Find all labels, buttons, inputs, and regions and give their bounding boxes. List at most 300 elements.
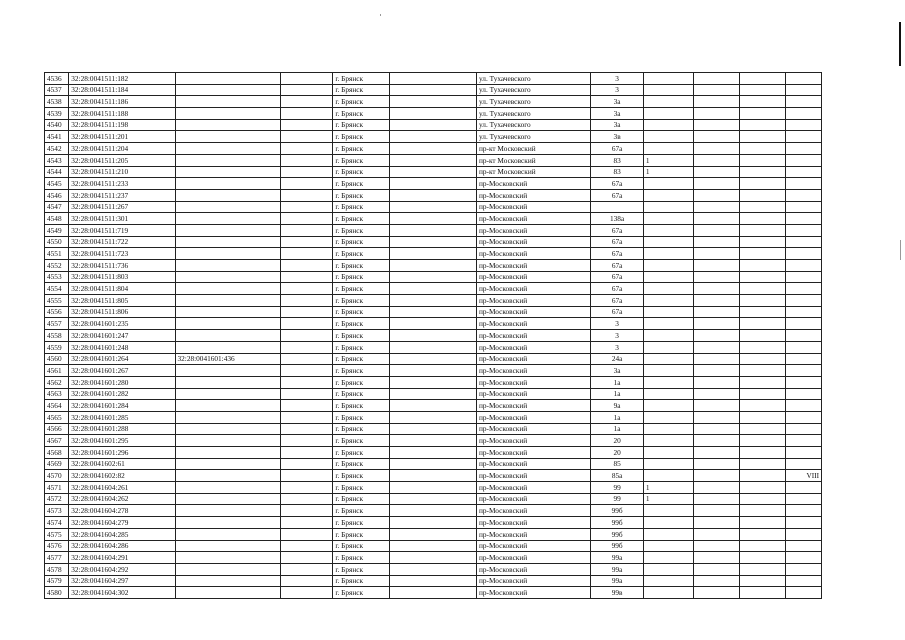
table-row	[45, 411, 822, 423]
related-cadastral-number	[175, 587, 280, 599]
street-cell: пр-Московский	[476, 295, 590, 307]
cadastral-number: 32:28:0041601:284	[69, 400, 175, 412]
row-number: 4562	[45, 376, 69, 388]
empty-cell	[694, 73, 740, 85]
building-mark-cell	[643, 458, 694, 470]
empty-cell	[389, 189, 476, 201]
related-cadastral-number	[175, 388, 280, 400]
building-mark-cell	[643, 189, 694, 201]
empty-cell	[389, 213, 476, 225]
empty-cell	[694, 458, 740, 470]
city-cell: г. Брянск	[333, 306, 390, 318]
house-number-cell: 9а	[591, 400, 644, 412]
house-number-cell: 67а	[591, 283, 644, 295]
empty-cell	[389, 458, 476, 470]
table-row	[45, 458, 822, 470]
empty-cell	[389, 295, 476, 307]
empty-cell	[740, 470, 786, 482]
city-cell: г. Брянск	[333, 400, 390, 412]
related-cadastral-number	[175, 213, 280, 225]
related-cadastral-number	[175, 341, 280, 353]
city-cell: г. Брянск	[333, 587, 390, 599]
empty-cell	[389, 119, 476, 131]
related-cadastral-number	[175, 166, 280, 178]
empty-cell	[280, 423, 333, 435]
building-mark-cell	[643, 131, 694, 143]
cadastral-number: 32:28:0041511:182	[69, 73, 175, 85]
table-row	[45, 552, 822, 564]
empty-cell	[389, 318, 476, 330]
empty-cell	[280, 447, 333, 459]
house-number-cell: 67а	[591, 189, 644, 201]
building-mark-cell	[643, 143, 694, 155]
empty-cell	[694, 248, 740, 260]
related-cadastral-number	[175, 318, 280, 330]
cadastral-number: 32:28:0041511:237	[69, 189, 175, 201]
cadastral-number: 32:28:0041511:233	[69, 178, 175, 190]
house-number-cell: 85	[591, 458, 644, 470]
premises-cell	[785, 563, 821, 575]
empty-cell	[280, 435, 333, 447]
empty-cell	[694, 552, 740, 564]
street-cell: пр-Московский	[476, 435, 590, 447]
row-number: 4558	[45, 330, 69, 342]
building-mark-cell	[643, 271, 694, 283]
cadastral-number: 32:28:0041511:188	[69, 108, 175, 120]
empty-cell	[740, 108, 786, 120]
empty-cell	[389, 283, 476, 295]
premises-cell	[785, 400, 821, 412]
related-cadastral-number	[175, 154, 280, 166]
cadastral-number: 32:28:0041601:235	[69, 318, 175, 330]
house-number-cell: 67а	[591, 224, 644, 236]
related-cadastral-number	[175, 365, 280, 377]
table-row	[45, 96, 822, 108]
cadastral-number: 32:28:0041511:723	[69, 248, 175, 260]
house-number-cell: 3	[591, 318, 644, 330]
street-cell: пр-кт Московский	[476, 154, 590, 166]
premises-cell	[785, 528, 821, 540]
empty-cell	[389, 552, 476, 564]
empty-cell	[280, 201, 333, 213]
row-number: 4555	[45, 295, 69, 307]
empty-cell	[740, 435, 786, 447]
empty-cell	[694, 178, 740, 190]
city-cell: г. Брянск	[333, 365, 390, 377]
empty-cell	[694, 119, 740, 131]
empty-cell	[740, 353, 786, 365]
cadastral-number: 32:28:0041604:297	[69, 575, 175, 587]
row-number: 4543	[45, 154, 69, 166]
empty-cell	[694, 166, 740, 178]
empty-cell	[740, 528, 786, 540]
empty-cell	[280, 143, 333, 155]
related-cadastral-number	[175, 505, 280, 517]
table-row	[45, 376, 822, 388]
table-row	[45, 540, 822, 552]
empty-cell	[389, 353, 476, 365]
house-number-cell: 67а	[591, 143, 644, 155]
table-row	[45, 73, 822, 85]
related-cadastral-number	[175, 236, 280, 248]
house-number-cell: 83	[591, 166, 644, 178]
empty-cell	[389, 423, 476, 435]
premises-cell	[785, 341, 821, 353]
table-row	[45, 143, 822, 155]
related-cadastral-number	[175, 482, 280, 494]
empty-cell	[740, 458, 786, 470]
empty-cell	[389, 224, 476, 236]
table-row	[45, 435, 822, 447]
house-number-cell: 3	[591, 341, 644, 353]
city-cell: г. Брянск	[333, 271, 390, 283]
empty-cell	[280, 470, 333, 482]
table-row	[45, 166, 822, 178]
registry-rows	[45, 73, 822, 599]
empty-cell	[280, 341, 333, 353]
row-number: 4554	[45, 283, 69, 295]
cadastral-number: 32:28:0041511:198	[69, 119, 175, 131]
table-row	[45, 131, 822, 143]
street-cell: пр-Московский	[476, 341, 590, 353]
street-cell: пр-Московский	[476, 353, 590, 365]
related-cadastral-number	[175, 295, 280, 307]
building-mark-cell	[643, 283, 694, 295]
city-cell: г. Брянск	[333, 552, 390, 564]
house-number-cell: 24а	[591, 353, 644, 365]
city-cell: г. Брянск	[333, 376, 390, 388]
empty-cell	[740, 201, 786, 213]
street-cell: пр-Московский	[476, 178, 590, 190]
empty-cell	[280, 178, 333, 190]
row-number: 4539	[45, 108, 69, 120]
table-row	[45, 306, 822, 318]
empty-cell	[280, 575, 333, 587]
empty-cell	[740, 505, 786, 517]
cadastral-number: 32:28:0041511:205	[69, 154, 175, 166]
row-number: 4572	[45, 493, 69, 505]
empty-cell	[694, 213, 740, 225]
street-cell: пр-Московский	[476, 575, 590, 587]
table-row	[45, 271, 822, 283]
cadastral-number: 32:28:0041511:267	[69, 201, 175, 213]
building-mark-cell	[643, 411, 694, 423]
street-cell: пр-Московский	[476, 470, 590, 482]
premises-cell	[785, 84, 821, 96]
street-cell: пр-Московский	[476, 376, 590, 388]
cadastral-number: 32:28:0041601:248	[69, 341, 175, 353]
empty-cell	[694, 189, 740, 201]
building-mark-cell	[643, 447, 694, 459]
table-row	[45, 505, 822, 517]
empty-cell	[280, 540, 333, 552]
street-cell: пр-Московский	[476, 587, 590, 599]
street-cell: пр-Московский	[476, 260, 590, 272]
house-number-cell: 20	[591, 435, 644, 447]
row-number: 4573	[45, 505, 69, 517]
table-row	[45, 341, 822, 353]
empty-cell	[694, 330, 740, 342]
cadastral-number: 32:28:0041604:285	[69, 528, 175, 540]
premises-cell	[785, 587, 821, 599]
premises-cell	[785, 248, 821, 260]
empty-cell	[389, 400, 476, 412]
empty-cell	[280, 213, 333, 225]
empty-cell	[389, 143, 476, 155]
house-number-cell: 99а	[591, 563, 644, 575]
empty-cell	[280, 306, 333, 318]
building-mark-cell: 1	[643, 493, 694, 505]
premises-cell	[785, 435, 821, 447]
empty-cell	[280, 189, 333, 201]
house-number-cell: 1а	[591, 411, 644, 423]
house-number-cell: 1а	[591, 388, 644, 400]
city-cell: г. Брянск	[333, 318, 390, 330]
building-mark-cell	[643, 540, 694, 552]
building-mark-cell	[643, 108, 694, 120]
row-number: 4559	[45, 341, 69, 353]
premises-cell	[785, 178, 821, 190]
cadastral-number: 32:28:0041604:292	[69, 563, 175, 575]
empty-cell	[389, 84, 476, 96]
premises-cell	[785, 376, 821, 388]
house-number-cell: 99б	[591, 505, 644, 517]
empty-cell	[740, 318, 786, 330]
city-cell: г. Брянск	[333, 73, 390, 85]
scan-speck	[380, 14, 381, 16]
empty-cell	[694, 528, 740, 540]
house-number-cell: 3	[591, 84, 644, 96]
related-cadastral-number	[175, 400, 280, 412]
building-mark-cell	[643, 201, 694, 213]
table-row	[45, 283, 822, 295]
city-cell: г. Брянск	[333, 131, 390, 143]
cadastral-number: 32:28:0041511:301	[69, 213, 175, 225]
empty-cell	[694, 108, 740, 120]
empty-cell	[389, 131, 476, 143]
empty-cell	[389, 528, 476, 540]
related-cadastral-number	[175, 540, 280, 552]
street-cell: пр-Московский	[476, 201, 590, 213]
cadastral-number: 32:28:0041601:247	[69, 330, 175, 342]
building-mark-cell	[643, 353, 694, 365]
empty-cell	[280, 552, 333, 564]
street-cell: пр-Московский	[476, 447, 590, 459]
city-cell: г. Брянск	[333, 189, 390, 201]
empty-cell	[740, 96, 786, 108]
cadastral-number: 32:28:0041511:804	[69, 283, 175, 295]
premises-cell	[785, 540, 821, 552]
related-cadastral-number	[175, 260, 280, 272]
building-mark-cell	[643, 96, 694, 108]
empty-cell	[280, 411, 333, 423]
table-row	[45, 201, 822, 213]
related-cadastral-number	[175, 458, 280, 470]
city-cell: г. Брянск	[333, 283, 390, 295]
empty-cell	[280, 376, 333, 388]
related-cadastral-number	[175, 435, 280, 447]
empty-cell	[694, 470, 740, 482]
premises-cell	[785, 411, 821, 423]
empty-cell	[740, 248, 786, 260]
premises-cell	[785, 517, 821, 529]
city-cell: г. Брянск	[333, 201, 390, 213]
city-cell: г. Брянск	[333, 353, 390, 365]
empty-cell	[389, 330, 476, 342]
empty-cell	[280, 482, 333, 494]
empty-cell	[389, 376, 476, 388]
row-number: 4571	[45, 482, 69, 494]
row-number: 4568	[45, 447, 69, 459]
premises-cell	[785, 283, 821, 295]
empty-cell	[740, 587, 786, 599]
empty-cell	[280, 154, 333, 166]
empty-cell	[694, 201, 740, 213]
related-cadastral-number	[175, 517, 280, 529]
empty-cell	[694, 447, 740, 459]
premises-cell	[785, 575, 821, 587]
street-cell: ул. Тухачевского	[476, 119, 590, 131]
empty-cell	[389, 260, 476, 272]
empty-cell	[280, 318, 333, 330]
cadastral-number: 32:28:0041511:210	[69, 166, 175, 178]
empty-cell	[389, 248, 476, 260]
building-mark-cell	[643, 306, 694, 318]
row-number: 4560	[45, 353, 69, 365]
house-number-cell: 99а	[591, 552, 644, 564]
related-cadastral-number	[175, 143, 280, 155]
table-row	[45, 528, 822, 540]
empty-cell	[694, 365, 740, 377]
street-cell: пр-Московский	[476, 224, 590, 236]
building-mark-cell	[643, 587, 694, 599]
city-cell: г. Брянск	[333, 224, 390, 236]
empty-cell	[694, 353, 740, 365]
city-cell: г. Брянск	[333, 517, 390, 529]
empty-cell	[740, 365, 786, 377]
empty-cell	[280, 563, 333, 575]
city-cell: г. Брянск	[333, 482, 390, 494]
empty-cell	[740, 224, 786, 236]
premises-cell: VIII	[785, 470, 821, 482]
house-number-cell: 3	[591, 330, 644, 342]
street-cell: пр-Московский	[476, 330, 590, 342]
empty-cell	[694, 540, 740, 552]
cadastral-number: 32:28:0041511:736	[69, 260, 175, 272]
table-row	[45, 154, 822, 166]
empty-cell	[740, 411, 786, 423]
cadastral-number: 32:28:0041511:204	[69, 143, 175, 155]
premises-cell	[785, 318, 821, 330]
empty-cell	[740, 388, 786, 400]
empty-cell	[740, 447, 786, 459]
city-cell: г. Брянск	[333, 143, 390, 155]
premises-cell	[785, 213, 821, 225]
city-cell: г. Брянск	[333, 236, 390, 248]
related-cadastral-number	[175, 178, 280, 190]
empty-cell	[389, 575, 476, 587]
house-number-cell: 99а	[591, 575, 644, 587]
empty-cell	[740, 493, 786, 505]
table-row	[45, 189, 822, 201]
building-mark-cell	[643, 435, 694, 447]
premises-cell	[785, 166, 821, 178]
street-cell: пр-Московский	[476, 458, 590, 470]
empty-cell	[694, 563, 740, 575]
row-number: 4546	[45, 189, 69, 201]
premises-cell	[785, 306, 821, 318]
related-cadastral-number	[175, 528, 280, 540]
empty-cell	[280, 493, 333, 505]
related-cadastral-number	[175, 376, 280, 388]
empty-cell	[389, 517, 476, 529]
row-number: 4538	[45, 96, 69, 108]
street-cell: пр-Московский	[476, 318, 590, 330]
empty-cell	[694, 388, 740, 400]
empty-cell	[740, 213, 786, 225]
empty-cell	[694, 423, 740, 435]
city-cell: г. Брянск	[333, 295, 390, 307]
empty-cell	[740, 330, 786, 342]
row-number: 4548	[45, 213, 69, 225]
empty-cell	[389, 178, 476, 190]
city-cell: г. Брянск	[333, 260, 390, 272]
premises-cell	[785, 96, 821, 108]
empty-cell	[389, 493, 476, 505]
empty-cell	[694, 96, 740, 108]
building-mark-cell	[643, 119, 694, 131]
cadastral-number: 32:28:0041601:282	[69, 388, 175, 400]
cadastral-number: 32:28:0041604:302	[69, 587, 175, 599]
house-number-cell: 67а	[591, 260, 644, 272]
house-number-cell: 67а	[591, 271, 644, 283]
city-cell: г. Брянск	[333, 248, 390, 260]
empty-cell	[740, 73, 786, 85]
related-cadastral-number	[175, 73, 280, 85]
empty-cell	[280, 131, 333, 143]
empty-cell	[389, 482, 476, 494]
table-row	[45, 470, 822, 482]
empty-cell	[694, 400, 740, 412]
street-cell: пр-Московский	[476, 423, 590, 435]
street-cell: пр-Московский	[476, 528, 590, 540]
empty-cell	[740, 552, 786, 564]
related-cadastral-number	[175, 330, 280, 342]
property-registry-table	[44, 72, 822, 599]
row-number: 4545	[45, 178, 69, 190]
premises-cell	[785, 108, 821, 120]
building-mark-cell: 1	[643, 154, 694, 166]
city-cell: г. Брянск	[333, 493, 390, 505]
premises-cell	[785, 119, 821, 131]
related-cadastral-number	[175, 470, 280, 482]
street-cell: пр-Московский	[476, 505, 590, 517]
empty-cell	[694, 435, 740, 447]
house-number-cell: 20	[591, 447, 644, 459]
house-number-cell: 67а	[591, 178, 644, 190]
related-cadastral-number	[175, 493, 280, 505]
empty-cell	[740, 166, 786, 178]
empty-cell	[740, 236, 786, 248]
cadastral-number: 32:28:0041511:186	[69, 96, 175, 108]
street-cell: пр-Московский	[476, 236, 590, 248]
house-number-cell: 3в	[591, 131, 644, 143]
table-row	[45, 108, 822, 120]
premises-cell	[785, 271, 821, 283]
cadastral-number: 32:28:0041604:278	[69, 505, 175, 517]
empty-cell	[389, 563, 476, 575]
table-row	[45, 575, 822, 587]
